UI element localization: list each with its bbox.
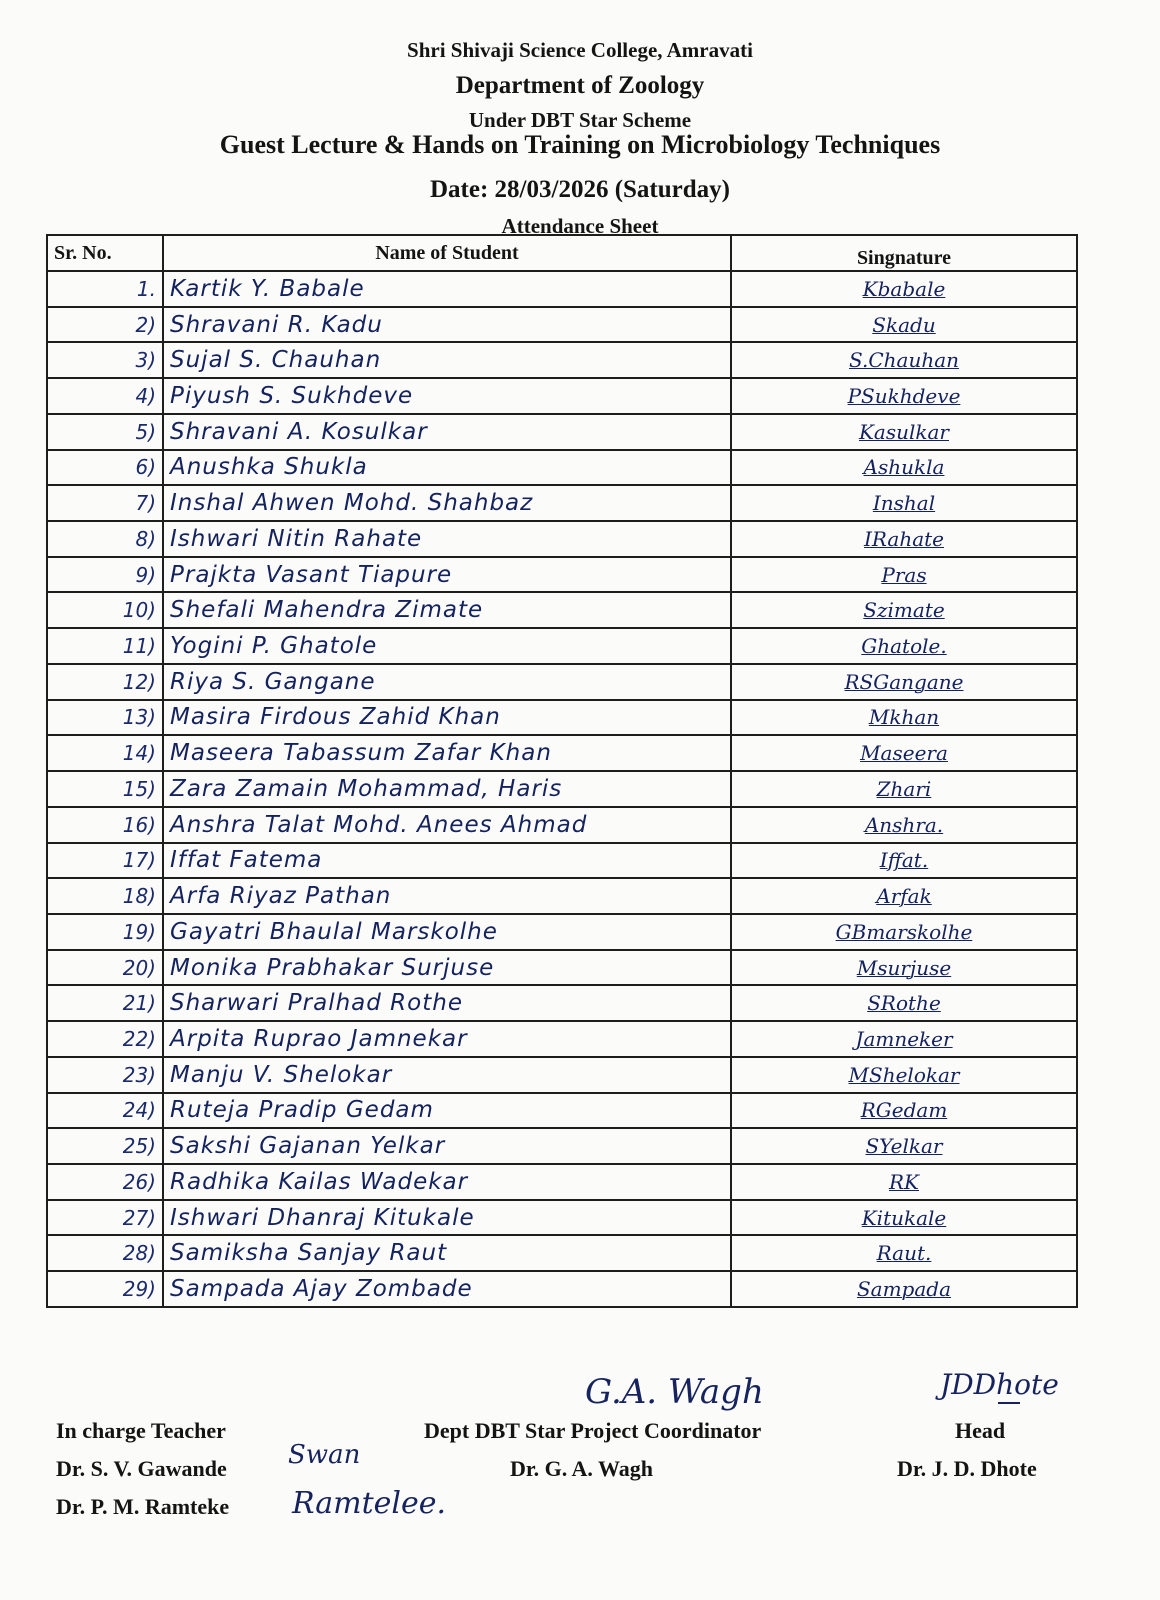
row-signature: GBmarskolhe xyxy=(835,919,973,944)
incharge-teacher-1: Dr. S. V. Gawande xyxy=(56,1456,227,1481)
row-student-name: Sampada Ajay Zombade xyxy=(163,1271,731,1307)
row-sr-no: 5) xyxy=(47,414,163,450)
row-sr-no: 13) xyxy=(47,700,163,736)
row-sr-no: 1. xyxy=(47,271,163,307)
row-signature: IRahate xyxy=(863,526,945,551)
table-row xyxy=(47,1128,1077,1164)
row-signature-cell xyxy=(731,342,1077,378)
scheme-name: Under DBT Star Scheme xyxy=(468,108,692,132)
row-sr-no: 11) xyxy=(47,628,163,664)
row-signature: Arfak xyxy=(876,884,932,909)
row-signature-cell xyxy=(731,378,1077,414)
row-signature: Ashukla xyxy=(863,455,945,480)
row-student-name: Shravani A. Kosulkar xyxy=(163,414,731,450)
head-role: Head xyxy=(955,1418,1006,1443)
row-student-name: Anushka Shukla xyxy=(163,450,731,486)
table-row xyxy=(47,1021,1077,1057)
row-signature: RK xyxy=(889,1169,919,1194)
row-signature-cell xyxy=(731,771,1077,807)
row-signature-cell xyxy=(731,1128,1077,1164)
attendance-rows xyxy=(47,271,1077,1307)
table-row xyxy=(47,950,1077,986)
row-signature: Iffat. xyxy=(879,848,929,873)
table-row xyxy=(47,592,1077,628)
table-row xyxy=(47,1200,1077,1236)
head-signature: JDDhote xyxy=(940,1368,1059,1401)
row-student-name: Ishwari Nitin Rahate xyxy=(163,521,731,557)
coordinator-signature: G.A. Wagh xyxy=(585,1372,764,1412)
table-row xyxy=(47,878,1077,914)
row-signature: Ghatole. xyxy=(861,634,947,659)
row-signature-cell xyxy=(731,1021,1077,1057)
row-sr-no: 12) xyxy=(47,664,163,700)
row-signature-cell xyxy=(731,628,1077,664)
row-sr-no: 16) xyxy=(47,807,163,843)
row-sr-no: 25) xyxy=(47,1128,163,1164)
table-row xyxy=(47,1271,1077,1307)
row-signature: MShelokar xyxy=(848,1062,960,1087)
row-signature: Mkhan xyxy=(868,705,940,730)
row-signature: Kitukale xyxy=(861,1205,947,1230)
row-student-name: Arpita Ruprao Jamnekar xyxy=(163,1021,731,1057)
row-student-name: Monika Prabhakar Surjuse xyxy=(163,950,731,986)
table-row xyxy=(47,1235,1077,1271)
row-sr-no: 4) xyxy=(47,378,163,414)
row-signature: SRothe xyxy=(867,991,941,1016)
table-row xyxy=(47,664,1077,700)
row-signature-cell xyxy=(731,485,1077,521)
table-row xyxy=(47,985,1077,1021)
row-student-name: Prajkta Vasant Tiapure xyxy=(163,557,731,593)
row-signature: Pras xyxy=(881,562,927,587)
college-name: Shri Shivaji Science College, Amravati xyxy=(407,38,753,62)
row-sr-no: 18) xyxy=(47,878,163,914)
attendance-table xyxy=(46,234,1078,1308)
row-signature: RSGangane xyxy=(844,669,964,694)
row-sr-no: 26) xyxy=(47,1164,163,1200)
row-sr-no: 10) xyxy=(47,592,163,628)
row-signature: Skadu xyxy=(872,312,936,337)
table-row xyxy=(47,735,1077,771)
row-signature: Msurjuse xyxy=(856,955,952,980)
sheet-title: Attendance Sheet xyxy=(501,214,659,238)
table-header-row xyxy=(47,235,1077,271)
row-signature-cell xyxy=(731,271,1077,307)
row-student-name: Radhika Kailas Wadekar xyxy=(163,1164,731,1200)
row-student-name: Masira Firdous Zahid Khan xyxy=(163,700,731,736)
table-row xyxy=(47,271,1077,307)
row-student-name: Manju V. Shelokar xyxy=(163,1057,731,1093)
row-signature-cell xyxy=(731,450,1077,486)
row-signature-cell xyxy=(731,1235,1077,1271)
table-row xyxy=(47,807,1077,843)
row-signature: Maseera xyxy=(860,741,948,766)
row-signature: Anshra. xyxy=(864,812,944,837)
table-row xyxy=(47,414,1077,450)
row-signature: Raut. xyxy=(876,1241,932,1266)
row-sr-no: 28) xyxy=(47,1235,163,1271)
incharge-role: In charge Teacher xyxy=(56,1418,226,1443)
header-sr-no: Sr. No. xyxy=(47,235,163,271)
row-student-name: Shefali Mahendra Zimate xyxy=(163,592,731,628)
row-signature-cell xyxy=(731,1057,1077,1093)
row-sr-no: 7) xyxy=(47,485,163,521)
row-student-name: Zara Zamain Mohammad, Haris xyxy=(163,771,731,807)
row-signature-cell xyxy=(731,592,1077,628)
event-title: Guest Lecture & Hands on Training on Microbiology Techniques xyxy=(219,130,941,159)
row-signature-cell xyxy=(731,950,1077,986)
table-row xyxy=(47,628,1077,664)
row-sr-no: 27) xyxy=(47,1200,163,1236)
table-row xyxy=(47,307,1077,343)
row-student-name: Piyush S. Sukhdeve xyxy=(163,378,731,414)
row-student-name: Arfa Riyaz Pathan xyxy=(163,878,731,914)
table-row xyxy=(47,843,1077,879)
row-sr-no: 29) xyxy=(47,1271,163,1307)
row-student-name: Ishwari Dhanraj Kitukale xyxy=(163,1200,731,1236)
table-row xyxy=(47,1164,1077,1200)
row-signature-cell xyxy=(731,557,1077,593)
row-signature-cell xyxy=(731,807,1077,843)
department-name: Department of Zoology xyxy=(455,72,705,99)
table-row xyxy=(47,521,1077,557)
row-sr-no: 19) xyxy=(47,914,163,950)
row-student-name: Inshal Ahwen Mohd. Shahbaz xyxy=(163,485,731,521)
row-student-name: Ruteja Pradip Gedam xyxy=(163,1093,731,1129)
row-signature: Zhari xyxy=(876,776,932,801)
row-signature: Inshal xyxy=(872,491,936,516)
row-sr-no: 15) xyxy=(47,771,163,807)
coordinator-name: Dr. G. A. Wagh xyxy=(510,1456,654,1481)
row-signature-cell xyxy=(731,664,1077,700)
row-signature-cell xyxy=(731,700,1077,736)
row-student-name: Gayatri Bhaulal Marskolhe xyxy=(163,914,731,950)
row-signature-cell xyxy=(731,878,1077,914)
row-signature-cell xyxy=(731,1200,1077,1236)
header-student-name: Name of Student xyxy=(163,235,731,271)
head-signature-stroke xyxy=(998,1402,1020,1404)
row-signature: SYelkar xyxy=(865,1134,943,1159)
row-signature-cell xyxy=(731,735,1077,771)
gawande-signature: Swan xyxy=(288,1440,361,1470)
table-row xyxy=(47,450,1077,486)
row-sr-no: 20) xyxy=(47,950,163,986)
row-sr-no: 23) xyxy=(47,1057,163,1093)
row-signature-cell xyxy=(731,985,1077,1021)
row-student-name: Kartik Y. Babale xyxy=(163,271,731,307)
header-signature: Singnature xyxy=(731,235,1077,271)
table-row xyxy=(47,700,1077,736)
row-student-name: Maseera Tabassum Zafar Khan xyxy=(163,735,731,771)
row-signature-cell xyxy=(731,307,1077,343)
row-sr-no: 3) xyxy=(47,342,163,378)
row-signature: S.Chauhan xyxy=(848,348,960,373)
row-sr-no: 9) xyxy=(47,557,163,593)
row-signature: Kbabale xyxy=(862,276,946,301)
row-student-name: Shravani R. Kadu xyxy=(163,307,731,343)
incharge-teacher-2: Dr. P. M. Ramteke xyxy=(56,1494,230,1519)
row-signature: Szimate xyxy=(863,598,945,623)
row-student-name: Yogini P. Ghatole xyxy=(163,628,731,664)
table-row xyxy=(47,771,1077,807)
table-row xyxy=(47,914,1077,950)
row-signature: PSukhdeve xyxy=(847,384,961,409)
ramteke-signature: Ramtelee. xyxy=(292,1486,447,1521)
row-sr-no: 24) xyxy=(47,1093,163,1129)
row-student-name: Sakshi Gajanan Yelkar xyxy=(163,1128,731,1164)
row-sr-no: 8) xyxy=(47,521,163,557)
row-student-name: Sujal S. Chauhan xyxy=(163,342,731,378)
row-signature-cell xyxy=(731,1164,1077,1200)
row-sr-no: 2) xyxy=(47,307,163,343)
row-signature-cell xyxy=(731,1093,1077,1129)
row-signature: Sampada xyxy=(856,1277,952,1302)
row-signature-cell xyxy=(731,843,1077,879)
event-date: Date: 28/03/2026 (Saturday) xyxy=(430,176,730,203)
row-student-name: Sharwari Pralhad Rothe xyxy=(163,985,731,1021)
row-sr-no: 14) xyxy=(47,735,163,771)
row-signature: Kasulkar xyxy=(858,419,949,444)
coordinator-role: Dept DBT Star Project Coordinator xyxy=(424,1418,762,1443)
row-signature: Jamneker xyxy=(855,1026,953,1051)
row-signature-cell xyxy=(731,914,1077,950)
row-sr-no: 22) xyxy=(47,1021,163,1057)
row-student-name: Samiksha Sanjay Raut xyxy=(163,1235,731,1271)
table-row xyxy=(47,378,1077,414)
table-row xyxy=(47,485,1077,521)
table-row xyxy=(47,1057,1077,1093)
row-signature-cell xyxy=(731,414,1077,450)
row-signature-cell xyxy=(731,521,1077,557)
table-row xyxy=(47,557,1077,593)
row-student-name: Riya S. Gangane xyxy=(163,664,731,700)
row-signature-cell xyxy=(731,1271,1077,1307)
row-sr-no: 6) xyxy=(47,450,163,486)
table-row xyxy=(47,1093,1077,1129)
table-row xyxy=(47,342,1077,378)
row-student-name: Anshra Talat Mohd. Anees Ahmad xyxy=(163,807,731,843)
head-name: Dr. J. D. Dhote xyxy=(897,1456,1037,1481)
row-sr-no: 21) xyxy=(47,985,163,1021)
row-sr-no: 17) xyxy=(47,843,163,879)
row-student-name: Iffat Fatema xyxy=(163,843,731,879)
row-signature: RGedam xyxy=(860,1098,948,1123)
